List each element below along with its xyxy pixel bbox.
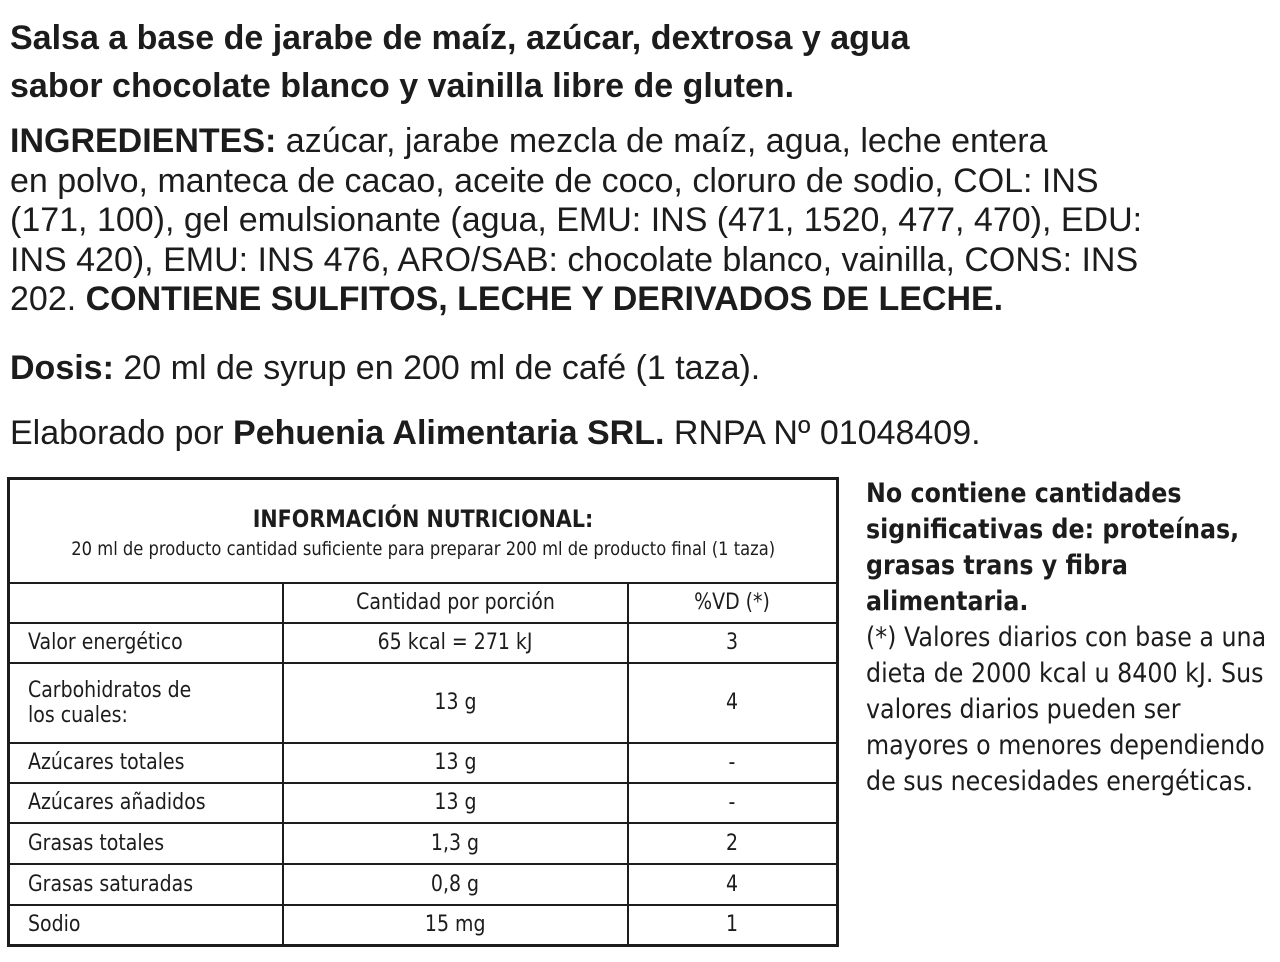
nutrient-vd: -: [628, 783, 838, 823]
ingredients-line-4: INS 420), EMU: INS 476, ARO/SAB: chocolate blanco, vainilla, CONS: INS: [10, 240, 1139, 279]
ingredients-line-1: azúcar, jarabe mezcla de maíz, agua, leche entera: [276, 122, 1048, 160]
nutrition-header-row: [9, 479, 838, 583]
nutrient-vd: -: [628, 743, 838, 783]
column-header-amount: Cantidad por porción: [283, 583, 628, 623]
table-row: [9, 743, 838, 783]
ingredients-line-2: en polvo, manteca de cacao, aceite de coco, cloruro de sodio, COL: INS: [10, 161, 1099, 200]
ingredients-label: INGREDIENTES:: [10, 122, 277, 160]
nutrition-title: INFORMACIÓN NUTRICIONAL:: [252, 504, 594, 533]
nutrient-amount: 15 mg: [283, 905, 628, 945]
ingredients-line-5: 202.: [10, 280, 86, 318]
nutrient-amount: 13 g: [283, 663, 628, 743]
nutrient-amount: 1,3 g: [283, 823, 628, 864]
nutrient-vd: 1: [628, 905, 838, 945]
table-row: [9, 905, 838, 945]
table-row: [9, 864, 838, 905]
allergen-warning: CONTIENE SULFITOS, LECHE Y DERIVADOS DE LECHE.: [85, 280, 1004, 318]
nutrient-amount: 13 g: [283, 783, 628, 823]
manufacturer-prefix: Elaborado por: [10, 414, 234, 452]
table-row: [9, 823, 838, 864]
dosis-paragraph: [10, 344, 760, 392]
nutrition-subtitle: 20 ml de producto cantidad suficiente para preparar 200 ml de producto final (1 taza): [71, 537, 775, 560]
table-row: [9, 623, 838, 663]
column-header-vd: %VD (*): [628, 583, 838, 623]
ingredients-line-3: (171, 100), gel emulsionante (agua, EMU: INS (471, 1520, 477, 470), EDU:: [10, 201, 1143, 239]
ingredients-paragraph: [10, 122, 1272, 320]
nutrient-name: Azúcares añadidos: [9, 783, 283, 823]
daily-values-footnote: (*) Valores diarios con base a una dieta de 2000 kcal u 8400 kJ. Sus valores diarios pueden ser mayores o menores dependiendo de sus necesidades energéticas.: [866, 622, 1267, 797]
nutrient-name: Grasas totales: [9, 823, 283, 864]
nutrition-header: [9, 479, 838, 583]
nutrient-vd: 4: [628, 663, 838, 743]
description-line-2: sabor chocolate blanco y vainilla libre de gluten.: [10, 67, 795, 105]
column-header-nutrient: [9, 583, 283, 623]
column-header-row: [9, 583, 838, 623]
nutrient-amount: 0,8 g: [283, 864, 628, 905]
nutrient-name: Sodio: [9, 905, 283, 945]
nutrient-vd: 4: [628, 864, 838, 905]
nutrient-vd: 2: [628, 823, 838, 864]
nutrient-name: Valor energético: [9, 623, 283, 663]
nutrition-table: [7, 477, 839, 947]
manufacturer-paragraph: [10, 409, 981, 457]
nutrient-amount: 65 kcal = 271 kJ: [283, 623, 628, 663]
table-row: [9, 783, 838, 823]
side-note: [866, 476, 1276, 800]
manufacturer-rnpa: RNPA Nº 01048409.: [664, 414, 981, 452]
no-significant-statement: No contiene cantidades significativas de: proteínas, grasas trans y fibra alimentaria.: [866, 478, 1240, 617]
nutrient-name: Azúcares totales: [9, 743, 283, 783]
manufacturer-company: Pehuenia Alimentaria SRL.: [233, 414, 665, 452]
dosis-text: 20 ml de syrup en 200 ml de café (1 taza).: [113, 349, 761, 387]
product-description: [10, 14, 1010, 110]
dosis-label: Dosis:: [10, 349, 114, 387]
nutrient-name: Carbohidratos de los cuales:: [9, 663, 283, 743]
description-line-1: Salsa a base de jarabe de maíz, azúcar, dextrosa y agua: [10, 19, 910, 57]
nutrient-amount: 13 g: [283, 743, 628, 783]
nutrient-vd: 3: [628, 623, 838, 663]
table-row: [9, 663, 838, 743]
nutrient-name: Grasas saturadas: [9, 864, 283, 905]
